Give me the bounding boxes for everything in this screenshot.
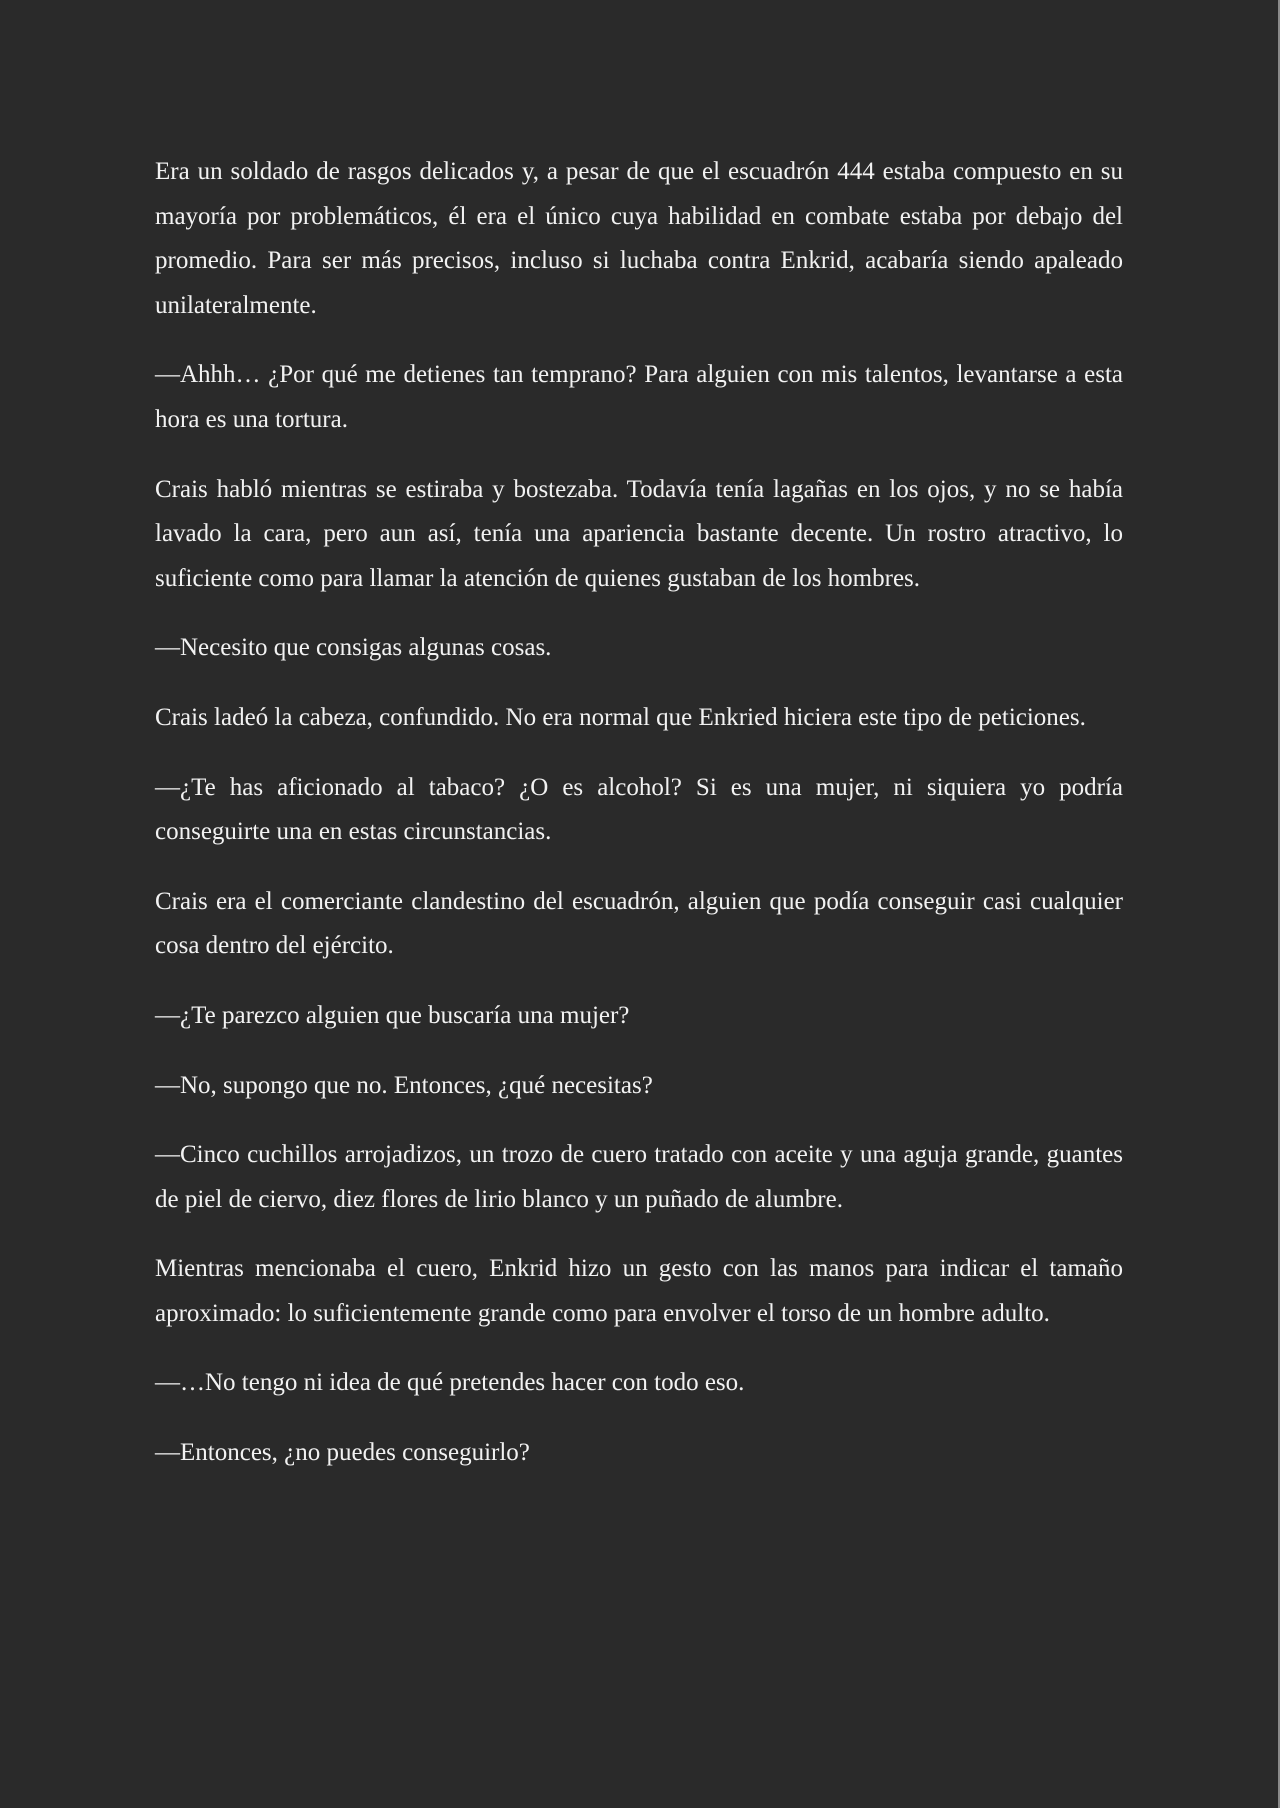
paragraph: Crais ladeó la cabeza, confundido. No era normal que Enkried hiciera este tipo de peticiones. <box>155 703 1086 731</box>
paragraph: Crais habló mientras se estiraba y bostezaba. Todavía tenía lagañas en los ojos, y no se había lavado la cara, pero aun así, tenía una apariencia bastante decente. Un rostro atractivo, lo suficiente como para llamar la atención de quienes gustaban de los hombres. <box>155 475 1123 592</box>
paragraph: —…No tengo ni idea de qué pretendes hacer con todo eso. <box>155 1369 745 1397</box>
paragraph: —¿Te parezco alguien que buscaría una mujer? <box>155 1001 630 1029</box>
paragraph: —Entonces, ¿no puedes conseguirlo? <box>155 1439 530 1467</box>
paragraph: —No, supongo que no. Entonces, ¿qué necesitas? <box>155 1071 653 1099</box>
paragraph: —Necesito que consigas algunas cosas. <box>155 634 552 662</box>
paragraph: Mientras mencionaba el cuero, Enkrid hizo un gesto con las manos para indicar el tamaño aproximado: lo suficientemente grande como para envolver el torso de un hombre adulto. <box>155 1255 1123 1327</box>
paragraph: —Ahhh… ¿Por qué me detienes tan temprano? Para alguien con mis talentos, levantarse a esta hora es una tortura. <box>155 361 1123 433</box>
paragraph: —Cinco cuchillos arrojadizos, un trozo de cuero tratado con aceite y una aguja grande, guantes de piel de ciervo, diez flores de lirio blanco y un puñado de alumbre. <box>155 1141 1123 1213</box>
paragraph: Era un soldado de rasgos delicados y, a pesar de que el escuadrón 444 estaba compuesto en su mayoría por problemáticos, él era el único cuya habilidad en combate estaba por debajo del promedio. Para ser más precisos, incluso si luchaba contra Enkrid, acabaría siendo apaleado unilateralmente. <box>155 158 1123 319</box>
paragraph: Crais era el comerciante clandestino del escuadrón, alguien que podía conseguir casi cualquier cosa dentro del ejército. <box>155 887 1123 960</box>
document-page <box>155 150 1123 1501</box>
paragraph: —¿Te has aficionado al tabaco? ¿O es alcohol? Si es una mujer, ni siquiera yo podría conseguirte una en estas circunstancias. <box>155 773 1123 846</box>
